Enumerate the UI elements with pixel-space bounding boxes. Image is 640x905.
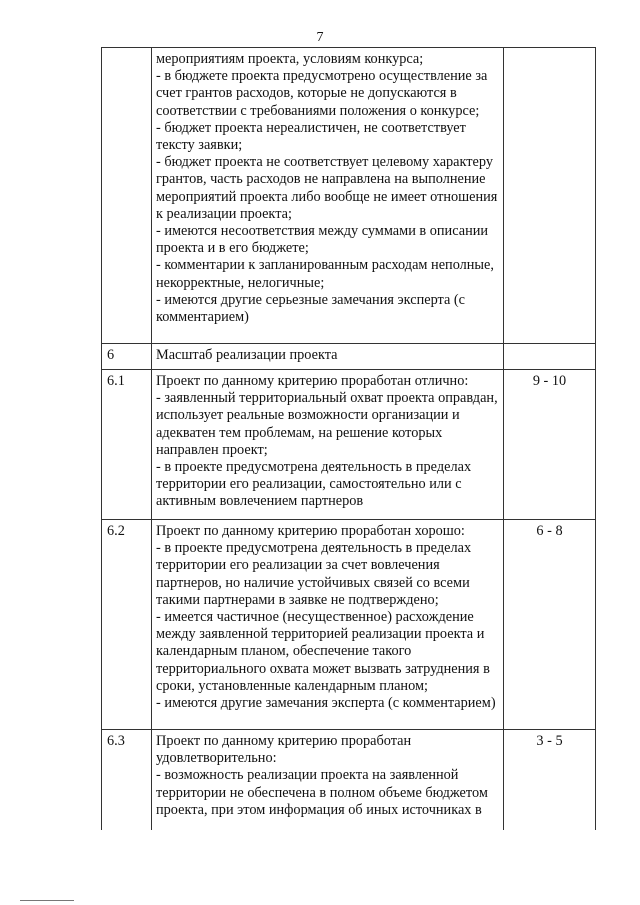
description-line: направлен проект; — [156, 441, 268, 458]
criteria-table — [101, 47, 596, 830]
score-range — [504, 48, 596, 344]
description-line: соответствии с требованиями положения о конкурсе; — [156, 102, 480, 119]
criterion-description — [152, 48, 504, 344]
description-line: партнеров, но наличие устойчивых связей со всеми — [156, 574, 470, 591]
criterion-description — [152, 344, 504, 370]
description-line: комментарием) — [156, 309, 249, 326]
description-line: к реализации проекта; — [156, 205, 292, 222]
criterion-number: 6.2 — [102, 520, 152, 730]
description-line: мероприятий проекта либо вообще не имеет отношения — [156, 188, 498, 205]
criterion-description — [152, 730, 504, 830]
description-line: грантов, часть расходов не направлена на выполнение — [156, 171, 486, 188]
description-line: территории его реализации, самостоятельно или с — [156, 476, 462, 493]
criterion-number: 6 — [102, 344, 152, 370]
description-line: проекта, при этом информация об иных источниках в — [156, 801, 482, 818]
score-range: 6 - 8 — [504, 520, 596, 730]
description-line: такими партнерами в заявке не подтверждено; — [156, 591, 439, 608]
description-line: некорректные, нелогичные; — [156, 274, 325, 291]
description-line: территориального охвата может вызвать затруднения в — [156, 660, 490, 677]
description-line: территории не обеспечена в полном объеме бюджетом — [156, 784, 488, 801]
description-line: территории его реализации за счет вовлечения — [156, 557, 440, 574]
description-line: - имеются другие серьезные замечания эксперта (с — [156, 291, 465, 308]
description-line: - возможность реализации проекта на заявленной — [156, 767, 459, 784]
criterion-description — [152, 370, 504, 520]
score-range: 3 - 5 — [504, 730, 596, 830]
description-line: сроки, установленные календарным планом; — [156, 677, 428, 694]
criterion-description — [152, 520, 504, 730]
description-line: календарным планом, обеспечение такого — [156, 643, 412, 660]
description-line: использует реальные возможности организации и — [156, 407, 460, 424]
description-line: - в бюджете проекта предусмотрено осуществление за — [156, 68, 488, 85]
description-line: мероприятиям проекта, условиям конкурса; — [156, 51, 424, 67]
description-line: - заявленный территориальный охват проекта оправдан, — [156, 390, 498, 407]
description-line: - бюджет проекта нереалистичен, не соответствует — [156, 119, 466, 136]
description-line: - комментарии к запланированным расходам неполные, — [156, 257, 494, 274]
description-line: между заявленной территорией реализации проекта и — [156, 626, 485, 643]
description-line: - в проекте предусмотрена деятельность в пределах — [156, 540, 472, 557]
description-line: - имеются другие замечания эксперта (с комментарием) — [156, 695, 496, 712]
scan-edge-mark — [20, 900, 74, 901]
description-line: тексту заявки; — [156, 137, 243, 154]
description-line: Проект по данному критерию проработан хорошо: — [156, 523, 465, 539]
score-range — [504, 344, 596, 370]
description-line: - имеется частичное (несущественное) расхождение — [156, 609, 474, 626]
score-range: 9 - 10 — [504, 370, 596, 520]
description-line: счет грантов расходов, которые не допускаются в — [156, 85, 457, 102]
criterion-number — [102, 48, 152, 344]
page-number: 7 — [316, 30, 324, 45]
criterion-number: 6.1 — [102, 370, 152, 520]
description-line: - бюджет проекта не соответствует целевому характеру — [156, 154, 493, 171]
table-row — [102, 344, 596, 370]
table-row — [102, 48, 596, 344]
description-line: адекватен тем проблемам, на решение которых — [156, 424, 443, 441]
table-row — [102, 370, 596, 520]
description-line: - имеются несоответствия между суммами в описании — [156, 223, 489, 240]
criterion-number: 6.3 — [102, 730, 152, 830]
description-line: - в проекте предусмотрена деятельность в пределах — [156, 459, 472, 476]
table-row — [102, 730, 596, 830]
description-line: активным вовлечением партнеров — [156, 493, 364, 510]
description-line: Проект по данному критерию проработан отлично: — [156, 373, 469, 389]
description-line: Проект по данному критерию проработан — [156, 733, 412, 749]
description-line: удовлетворительно: — [156, 750, 277, 767]
table-row — [102, 520, 596, 730]
description-line: Масштаб реализации проекта — [156, 347, 338, 363]
description-line: проекта и в его бюджете; — [156, 240, 309, 257]
